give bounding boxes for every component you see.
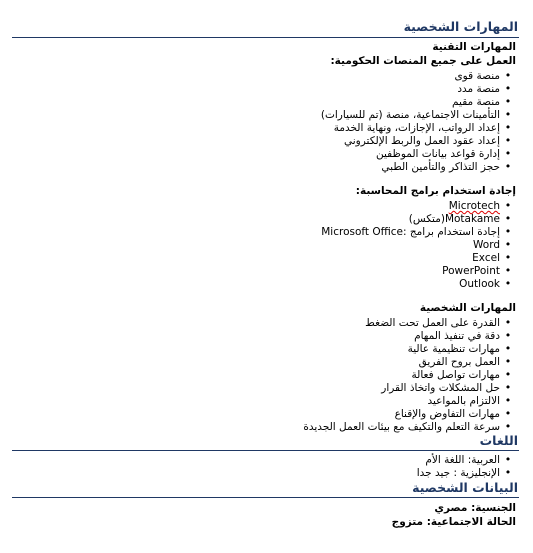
technical-skills-title: المهارات التقنية [432,41,516,53]
list-item: •منصة قوى [454,69,512,82]
list-item: •Excel [472,251,512,264]
section-heading-personal-skills: المهارات الشخصية [403,19,518,34]
section-divider [12,37,519,38]
list-item: •Motakame(متكس) [408,212,512,225]
section-divider [12,497,519,498]
list-item: •Word [473,238,512,251]
list-item: •سرعة التعلم والتكيف مع بيئات العمل الجديدة [303,420,512,433]
government-platforms-subtitle: العمل على جميع المنصات الحكومية: [330,55,516,67]
list-item: •إدارة قواعد بيانات الموظفين [376,147,512,160]
section-divider [12,450,519,451]
list-item: •منصة مدد [457,82,512,95]
marital-status-field: الحالة الاجتماعية: متزوج [391,516,516,528]
list-item: •إعداد عقود العمل والربط الإلكتروني [344,134,512,147]
section-heading-languages: اللغات [479,433,518,448]
list-item: •الالتزام بالمواعيد [427,394,512,407]
list-item: •إجادة استخدام برامج :Microsoft Office [321,225,512,238]
list-item: •مهارات التفاوض والإقناع [394,407,512,420]
personal-skills-title: المهارات الشخصية [419,302,516,314]
list-item: •منصة مقيم [452,95,512,108]
accounting-software-title: إجادة استخدام برامج المحاسبة: [355,185,516,197]
list-item: •حل المشكلات واتخاذ القرار [381,381,512,394]
list-item: •الإنجليزية : جيد جدا [416,466,512,479]
list-item: •حجز التذاكر والتأمين الطبي [381,160,512,173]
list-item: •إعداد الرواتب، الإجازات، ونهاية الخدمة [333,121,512,134]
list-item: •مهارات تنظيمية عالية [407,342,512,355]
list-item: •PowerPoint [442,264,512,277]
list-item: •التأمينات الاجتماعية، منصة (تم للسيارات) [320,108,512,121]
list-item: •القدرة على العمل تحت الضغط [365,316,512,329]
list-item: •دقة في تنفيذ المهام [414,329,512,342]
section-heading-personal-data: البيانات الشخصية [412,480,518,495]
list-item: •Outlook [459,277,512,290]
list-item: •العمل بروح الفريق [418,355,512,368]
list-item: •Microtech [448,199,512,212]
list-item: •العربية: اللغة الأم [425,453,512,466]
list-item: •مهارات تواصل فعالة [411,368,512,381]
nationality-field: الجنسية: مصري [434,502,516,514]
